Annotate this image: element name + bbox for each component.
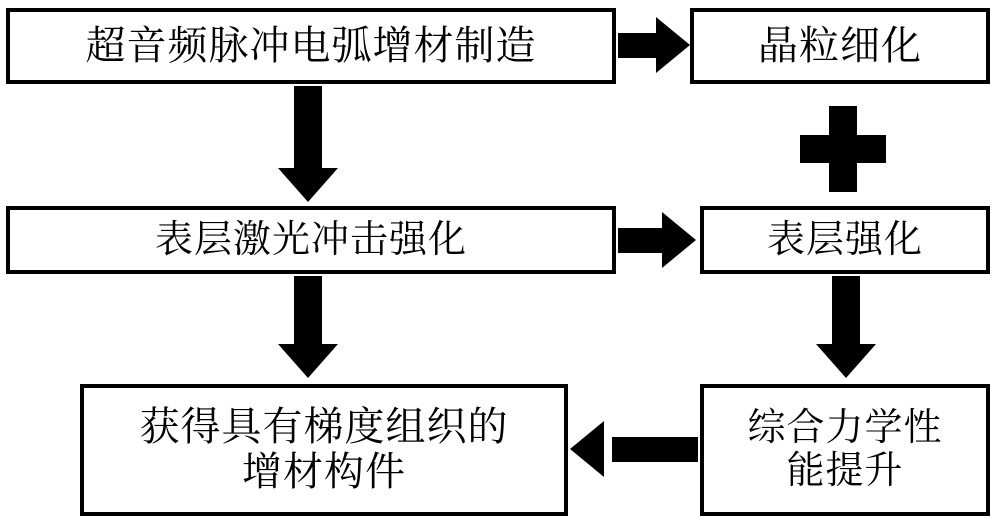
node-surface-strengthening[interactable] — [700, 206, 990, 274]
node-ultrasonic-pulse-arc-additive-manufacturing[interactable] — [6, 8, 616, 84]
arrow-shaft — [294, 86, 322, 172]
node-grain-refinement[interactable] — [690, 8, 990, 84]
arrow-shaft — [618, 228, 666, 253]
arrow-head — [278, 168, 338, 202]
arrow-head — [662, 212, 696, 268]
node-label: 综合力学性 能提升 — [747, 407, 943, 492]
node-label: 超音频脉冲电弧增材制造 — [85, 22, 537, 68]
plus-icon — [800, 106, 886, 192]
arrow-shaft — [294, 276, 322, 348]
node-label: 获得具有梯度组织的 增材构件 — [139, 404, 509, 494]
arrow-head — [278, 344, 338, 378]
arrow-shaft — [612, 437, 698, 462]
arrow-shaft — [832, 276, 860, 348]
arrow-head — [656, 17, 690, 73]
node-surface-laser-shock-peening[interactable] — [6, 206, 616, 274]
arrow-head — [570, 421, 604, 477]
node-label: 表层激光冲击强化 — [154, 218, 467, 261]
node-label: 表层强化 — [766, 218, 923, 261]
node-comprehensive-mechanical-performance-improvement[interactable] — [700, 384, 990, 516]
node-label: 晶粒细化 — [758, 22, 922, 68]
arrow-head — [816, 344, 876, 378]
node-gradient-structure-additive-component[interactable] — [80, 384, 568, 516]
plus-vertical-bar — [829, 106, 857, 192]
